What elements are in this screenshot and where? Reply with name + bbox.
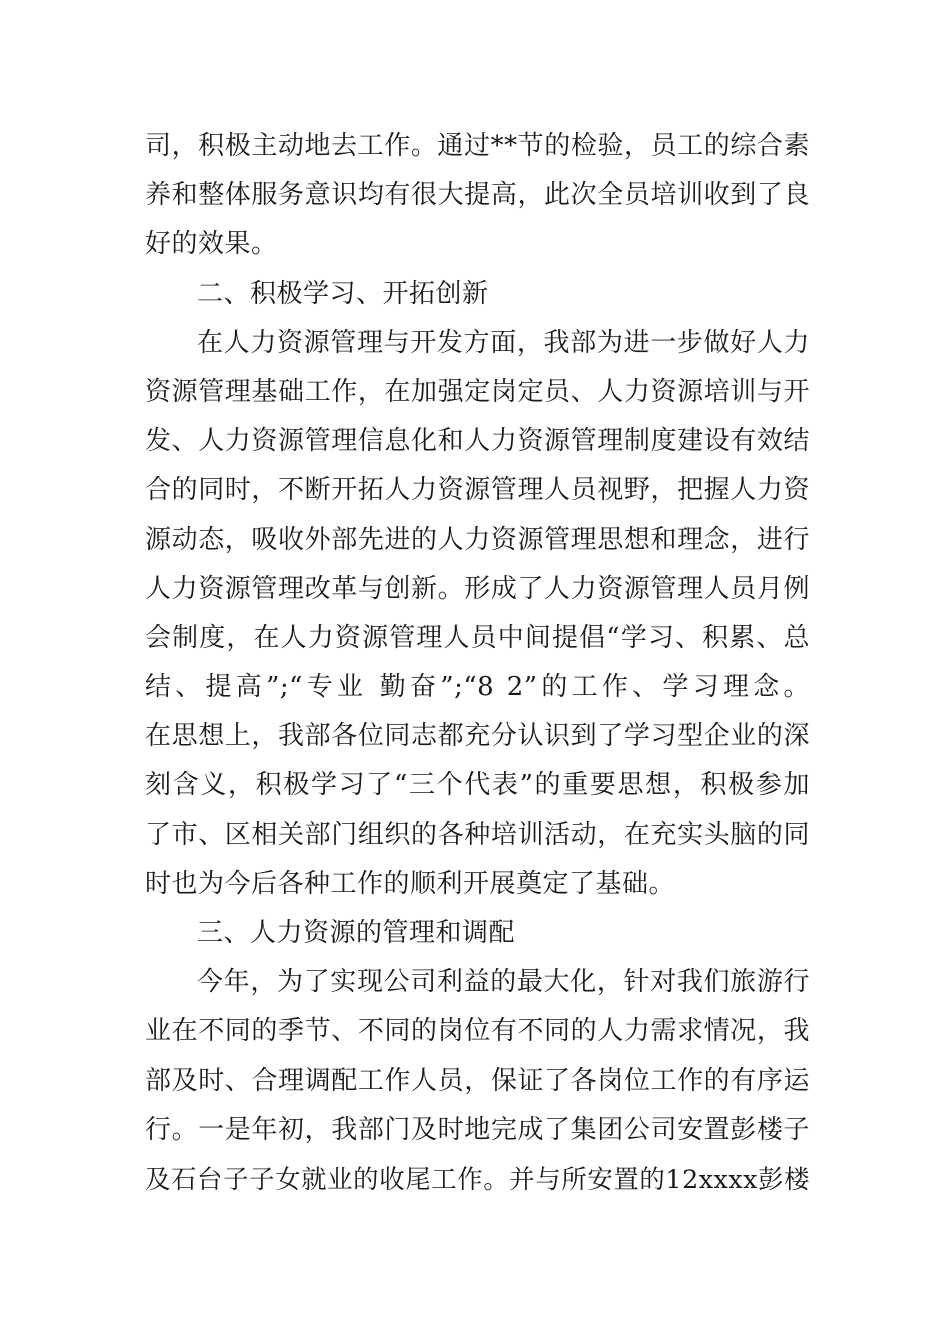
text-line: 部及时、合理调配工作人员，保证了各岗位工作的有序运 <box>145 1065 810 1096</box>
text-line: 业在不同的季节、不同的岗位有不同的人力需求情况，我 <box>145 1016 810 1047</box>
text-line: 司，积极主动地去工作。通过**节的检验，员工的综合素 <box>145 131 810 161</box>
text-line: 资源管理基础工作，在加强定岗定员、人力资源培训与开 <box>145 376 810 407</box>
text-line: 及石台子子女就业的收尾工作。并与所安置的12xxxx彭楼 <box>145 1163 810 1194</box>
text-line: 源动态，吸收外部先进的人力资源管理思想和理念，进行 <box>145 524 810 555</box>
text-line: 刻含义，积极学习了“三个代表”的重要思想，积极参加 <box>145 770 810 801</box>
text-line: 今年，为了实现公司利益的最大化，针对我们旅游行 <box>197 967 810 998</box>
text-line: 时也为今后各种工作的顺利开展奠定了基础。 <box>145 868 676 899</box>
section-heading: 三、人力资源的管理和调配 <box>197 918 516 948</box>
text-line: 合的同时，不断开拓人力资源管理人员视野，把握人力资 <box>145 475 810 506</box>
text-line: 发、人力资源管理信息化和人力资源管理制度建设有效结 <box>145 426 810 457</box>
text-line: 好的效果。 <box>145 229 278 260</box>
text-line: 结、提高”;“专业 勤奋”;“8 2”的工作、学习理念。 <box>145 672 810 703</box>
text-line: 会制度，在人力资源管理人员中间提倡“学习、积累、总 <box>145 622 810 653</box>
text-line: 人力资源管理改革与创新。形成了人力资源管理人员月例 <box>145 573 810 604</box>
text-line: 养和整体服务意识均有很大提高，此次全员培训收到了良 <box>145 180 810 211</box>
text-line: 在人力资源管理与开发方面，我部为进一步做好人力 <box>197 327 810 358</box>
section-heading: 二、积极学习、开拓创新 <box>197 278 489 309</box>
text-line: 在思想上，我部各位同志都充分认识到了学习型企业的深 <box>145 721 810 752</box>
document-body <box>145 122 810 1204</box>
text-line: 行。一是年初，我部门及时地完成了集团公司安置彭楼子 <box>145 1114 810 1145</box>
text-line: 了市、区相关部门组织的各种培训活动，在充实头脑的同 <box>145 819 810 850</box>
